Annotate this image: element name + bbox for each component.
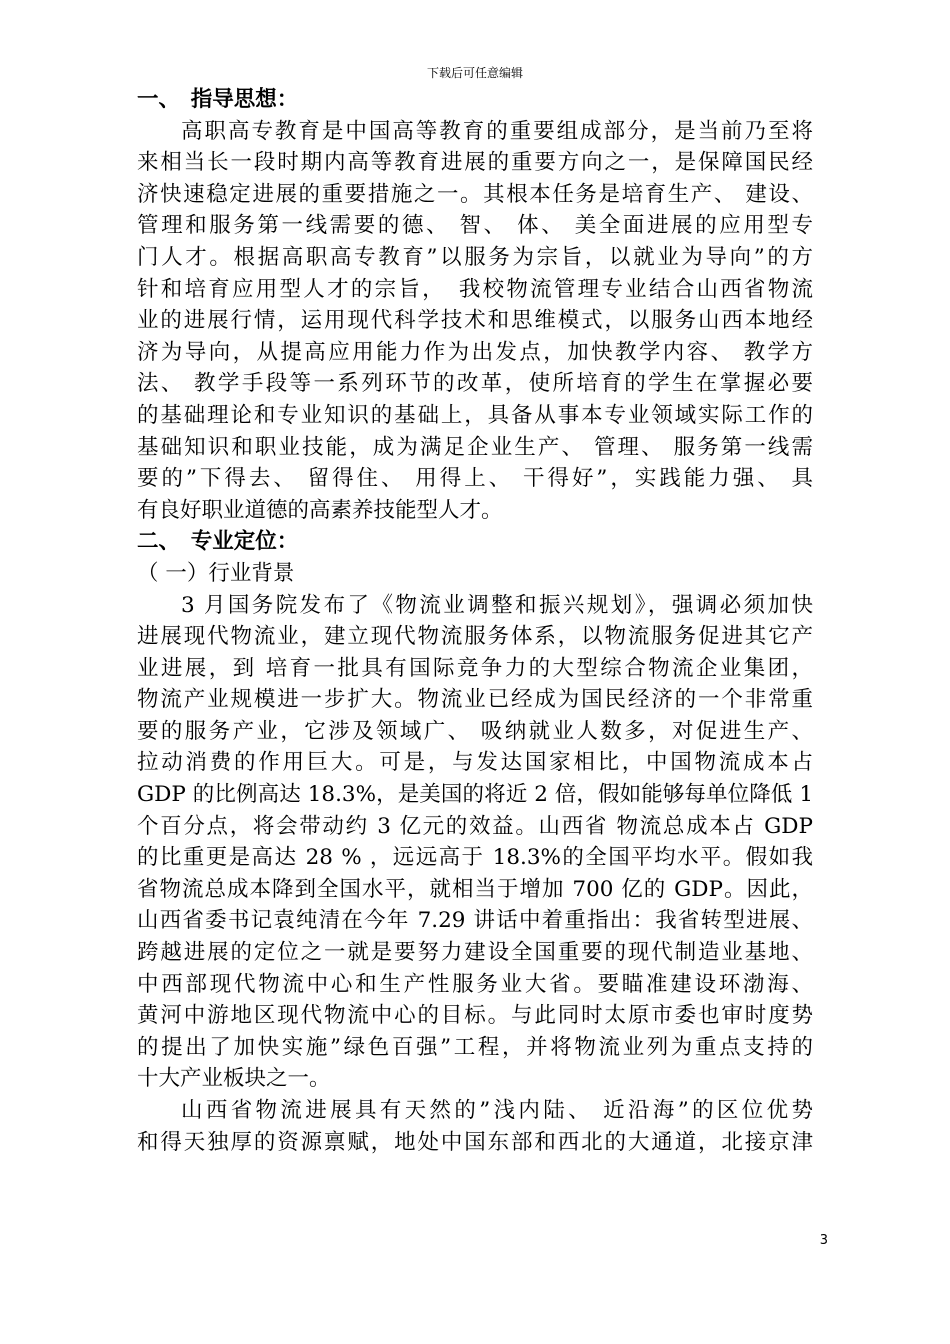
text-line: 高职高专教育是中国高等教育的重要组成部分，是当前乃至将 bbox=[181, 118, 813, 144]
text-line: 黄河中游地区现代物流中心的目标。与此同时太原市委也审时度势 bbox=[137, 1003, 813, 1029]
text-line: 的比重更是高达 28 % ，远远高于 18.3%的全国平均水平。假如我 bbox=[137, 845, 813, 871]
text-line: 拉动消费的作用巨大。可是，与发达国家相比，中国物流成本占 bbox=[137, 750, 813, 776]
page-number: 3 bbox=[819, 1233, 828, 1248]
text-line: 山西省委书记袁纯清在今年 7.29 讲话中着重指出：我省转型进展、 bbox=[137, 908, 813, 934]
text-line: 济为导向，从提高应用能力作为出发点，加快教学内容、 教学方 bbox=[137, 339, 813, 365]
text-line: 济快速稳定进展的重要措施之一。其根本任务是培育生产、 建设、 bbox=[137, 181, 813, 207]
text-line: 针和培育应用型人才的宗旨， 我校物流管理专业结合山西省物流 bbox=[137, 276, 813, 302]
text-line: 山西省物流进展具有天然的”浅内陆、 近沿海”的区位优势 bbox=[181, 1098, 813, 1123]
text-line: 十大产业板块之一。 bbox=[137, 1066, 331, 1092]
text-line: 中西部现代物流中心和生产性服务业大省。要瞄准建设环渤海、 bbox=[137, 971, 813, 997]
section-heading: 一、 指导思想： bbox=[137, 87, 299, 112]
page-header: 下载后可任意编辑 bbox=[426, 66, 523, 80]
text-line: 跨越进展的定位之一就是要努力建设全国重要的现代制造业基地、 bbox=[137, 940, 813, 966]
text-line: 有良好职业道德的高素养技能型人才。 bbox=[137, 497, 503, 523]
text-line: 要的”下得去、 留得住、 用得上、 干得好”，实践能力强、 具 bbox=[137, 466, 813, 492]
text-line: 的基础理论和专业知识的基础上，具备从事本专业领域实际工作的 bbox=[137, 402, 813, 428]
text-line: GDP 的比例高达 18.3%，是美国的将近 2 倍，假如能够每单位降低 1 bbox=[137, 782, 813, 808]
text-line: 基础知识和职业技能，成为满足企业生产、 管理、 服务第一线需 bbox=[137, 434, 813, 460]
text-line: 要的服务产业，它涉及领域广、 吸纳就业人数多，对促进生产、 bbox=[137, 718, 813, 744]
text-line: （ 一）行业背景 bbox=[137, 560, 295, 586]
text-line: 进展现代物流业，建立现代物流服务体系，以物流服务促进其它产 bbox=[137, 624, 813, 650]
text-line: 来相当长一段时期内高等教育进展的重要方向之一，是保障国民经 bbox=[137, 150, 813, 176]
text-line: 和得天独厚的资源禀赋，地处中国东部和西北的大通道，北接京津 bbox=[137, 1129, 813, 1155]
section-heading: 二、 专业定位： bbox=[137, 529, 299, 555]
text-line: 个百分点，将会带动约 3 亿元的效益。山西省 物流总成本占 GDP bbox=[137, 813, 813, 839]
text-line: 业的进展行情，运用现代科学技术和思维模式，以服务山西本地经 bbox=[137, 308, 813, 334]
text-line: 管理和服务第一线需要的德、 智、 体、 美全面进展的应用型专 bbox=[137, 213, 813, 239]
text-line: 门人才。根据高职高专教育”以服务为宗旨，以就业为导向”的方 bbox=[137, 244, 813, 270]
text-line: 法、 教学手段等一系列环节的改革，使所培育的学生在掌握必要 bbox=[137, 371, 813, 397]
text-line: 3 月国务院发布了《物流业调整和振兴规划》，强调必须加快 bbox=[181, 592, 813, 618]
text-line: 物流产业规模进一步扩大。物流业已经成为国民经济的一个非常重 bbox=[137, 687, 813, 713]
text-line: 的提出了加快实施”绿色百强”工程，并将物流业列为重点支持的 bbox=[137, 1034, 813, 1060]
text-line: 省物流总成本降到全国水平，就相当于增加 700 亿的 GDP。因此， bbox=[137, 876, 813, 902]
text-line: 业进展，到 培育一批具有国际竞争力的大型综合物流企业集团， bbox=[137, 655, 813, 681]
body-text bbox=[137, 84, 813, 1158]
